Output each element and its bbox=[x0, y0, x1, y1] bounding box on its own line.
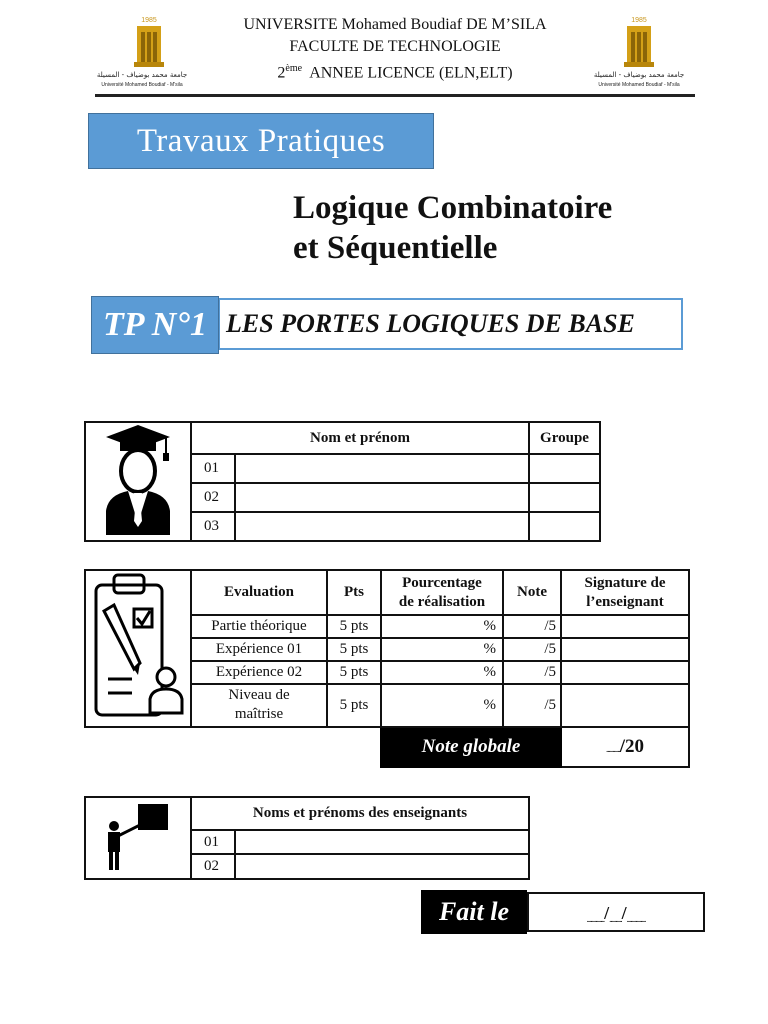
date-section bbox=[421, 890, 705, 934]
header-evaluation: Evaluation bbox=[191, 570, 327, 615]
evaluation-pts: 5 pts bbox=[327, 684, 381, 727]
svg-text:Université Mohamed Boudiaf - M: Université Mohamed Boudiaf - M'sila bbox=[598, 82, 680, 88]
student-row-number: 03 bbox=[191, 512, 235, 541]
evaluation-percent[interactable]: % bbox=[381, 684, 503, 727]
svg-text:Université Mohamed Boudiaf - M: Université Mohamed Boudiaf - M'sila bbox=[101, 82, 183, 88]
tp-header bbox=[91, 296, 683, 352]
university-logo-left bbox=[97, 14, 187, 92]
evaluation-percent[interactable]: % bbox=[381, 615, 503, 638]
column-header-name: Nom et prénom bbox=[191, 422, 529, 454]
svg-text:1985: 1985 bbox=[141, 17, 157, 24]
teachers-header: Noms et prénoms des enseignants bbox=[191, 797, 529, 830]
course-title bbox=[293, 188, 612, 268]
student-name-field[interactable] bbox=[235, 454, 529, 483]
tp-number: TP N°1 bbox=[91, 296, 219, 354]
evaluation-note[interactable]: /5 bbox=[503, 661, 561, 684]
student-group-field[interactable] bbox=[529, 454, 600, 483]
svg-text:جامعة محمد بوضياف - المسيلة: جامعة محمد بوضياف - المسيلة bbox=[97, 71, 187, 79]
column-header-group: Groupe bbox=[529, 422, 600, 454]
student-group-field[interactable] bbox=[529, 483, 600, 512]
evaluation-note[interactable]: /5 bbox=[503, 638, 561, 661]
travaux-pratiques-banner: Travaux Pratiques bbox=[88, 113, 434, 169]
student-name-field[interactable] bbox=[235, 512, 529, 541]
students-table bbox=[84, 421, 601, 542]
teacher-name-field[interactable] bbox=[235, 830, 529, 855]
svg-text:جامعة محمد بوضياف - المسيلة: جامعة محمد بوضياف - المسيلة bbox=[594, 71, 684, 79]
header-note: Note bbox=[503, 570, 561, 615]
clipboard-icon bbox=[88, 571, 188, 721]
evaluation-pts: 5 pts bbox=[327, 615, 381, 638]
evaluation-table bbox=[84, 569, 690, 768]
teacher-row-number: 02 bbox=[191, 854, 235, 879]
teacher-at-board-icon bbox=[102, 800, 174, 872]
evaluation-icon-cell bbox=[85, 570, 191, 727]
evaluation-signature[interactable] bbox=[561, 638, 689, 661]
university-logo-right bbox=[594, 14, 684, 92]
student-group-field[interactable] bbox=[529, 512, 600, 541]
evaluation-note[interactable]: /5 bbox=[503, 615, 561, 638]
course-title-line2: et Séquentielle bbox=[293, 230, 498, 266]
evaluation-note[interactable]: /5 bbox=[503, 684, 561, 727]
university-name: UNIVERSITE Mohamed Boudiaf DE M’SILA bbox=[243, 16, 547, 33]
student-name-field[interactable] bbox=[235, 483, 529, 512]
student-row-number: 01 bbox=[191, 454, 235, 483]
date-field[interactable]: .............. / .......... / ............... bbox=[527, 892, 705, 932]
header-text bbox=[190, 14, 600, 84]
student-row-number: 02 bbox=[191, 483, 235, 512]
evaluation-signature[interactable] bbox=[561, 684, 689, 727]
note-globale-label: Note globale bbox=[381, 727, 561, 767]
faculty-name: FACULTE DE TECHNOLOGIE bbox=[289, 38, 501, 55]
evaluation-pts: 5 pts bbox=[327, 638, 381, 661]
evaluation-percent[interactable]: % bbox=[381, 661, 503, 684]
evaluation-label: Partie théorique bbox=[191, 615, 327, 638]
evaluation-signature[interactable] bbox=[561, 661, 689, 684]
evaluation-pts: 5 pts bbox=[327, 661, 381, 684]
evaluation-signature[interactable] bbox=[561, 615, 689, 638]
teacher-icon-cell bbox=[85, 797, 191, 879]
note-globale-value[interactable]: .........../20 bbox=[561, 727, 689, 767]
student-icon-cell bbox=[85, 422, 191, 541]
evaluation-label: Expérience 02 bbox=[191, 661, 327, 684]
header-signature: Signature de l’enseignant bbox=[561, 570, 689, 615]
svg-text:1985: 1985 bbox=[631, 17, 647, 24]
header-percent: Pourcentage de réalisation bbox=[381, 570, 503, 615]
course-title-line1: Logique Combinatoire bbox=[293, 190, 613, 226]
teachers-table bbox=[84, 796, 530, 880]
evaluation-label: Niveau de maîtrise bbox=[191, 684, 327, 727]
fait-le-label: Fait le bbox=[421, 890, 527, 934]
year-level: 2ème ANNEE LICENCE (ELN,ELT) bbox=[277, 63, 513, 82]
evaluation-label: Expérience 01 bbox=[191, 638, 327, 661]
teacher-row-number: 01 bbox=[191, 830, 235, 855]
graduate-icon bbox=[98, 423, 178, 535]
teacher-name-field[interactable] bbox=[235, 854, 529, 879]
header-pts: Pts bbox=[327, 570, 381, 615]
evaluation-percent[interactable]: % bbox=[381, 638, 503, 661]
tp-title: LES PORTES LOGIQUES DE BASE bbox=[218, 298, 683, 350]
